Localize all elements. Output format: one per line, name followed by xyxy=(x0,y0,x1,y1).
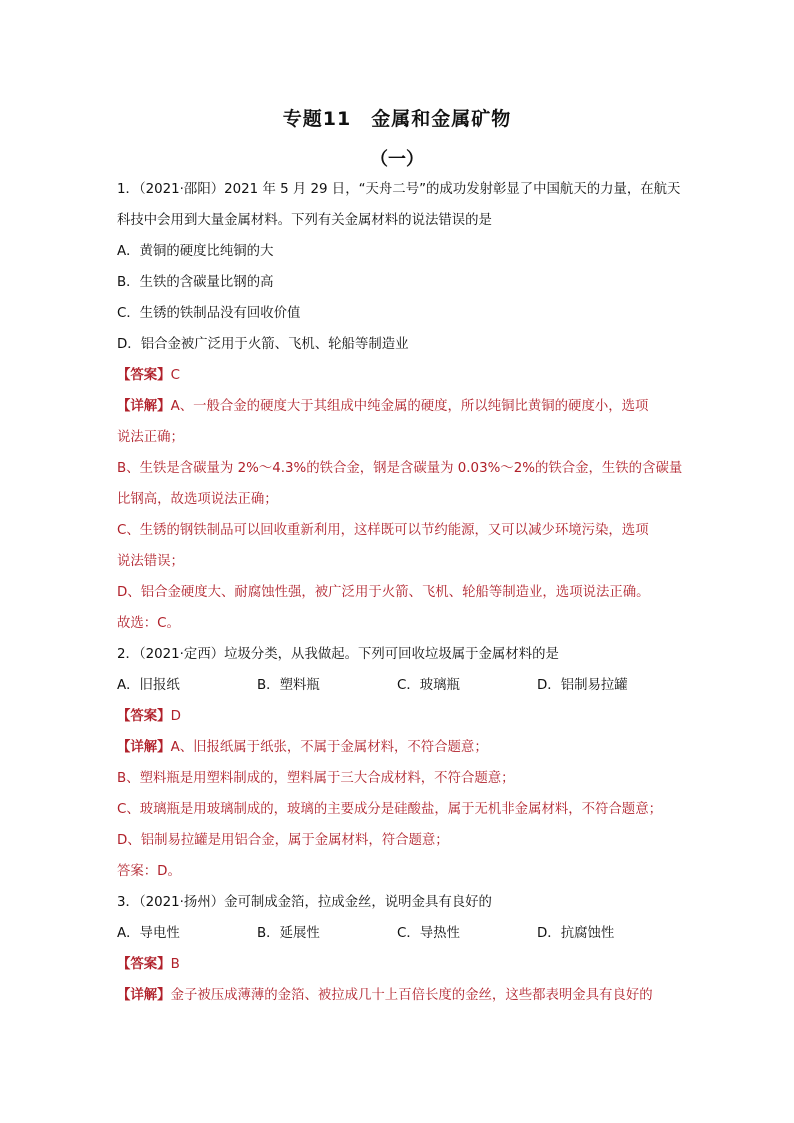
question-3-detail-a xyxy=(117,986,679,1006)
question-3-answer xyxy=(117,955,679,975)
detail-line: 说法正确； xyxy=(117,430,184,445)
question-3-stem: 3．（2021·扬州）金可制成金箔，拉成金丝，说明金具有良好的 xyxy=(117,895,492,910)
answer-tag: 【答案】 xyxy=(117,368,171,383)
answer-tag: 【答案】 xyxy=(117,957,171,972)
question-1-detail-d: D、铝合金硬度大、耐腐蚀性强，被广泛用于火箭、飞机、轮船等制造业，选项说法正确。 xyxy=(117,585,650,600)
detail-line: C、生锈的钢铁制品可以回收重新利用，这样既可以节约能源，又可以减少环境污染，选项 xyxy=(117,523,649,538)
question-1-option-a: A．黄铜的硬度比纯铜的大 xyxy=(117,244,274,259)
detail-line xyxy=(117,397,679,417)
question-1-detail-c xyxy=(117,521,679,572)
question-1-answer xyxy=(117,366,679,386)
question-3-option-d: D．抗腐蚀性 xyxy=(537,926,615,941)
question-2-options xyxy=(117,676,679,696)
question-2-detail-d: D、铝制易拉罐是用铝合金，属于金属材料，符合题意； xyxy=(117,833,449,848)
question-1-detail-a xyxy=(117,397,679,448)
question-1-option-c: C．生锈的铁制品没有回收价值 xyxy=(117,306,301,321)
question-list xyxy=(117,180,683,1017)
question-1-stem xyxy=(117,180,679,231)
question-1-detail-b xyxy=(117,459,683,510)
detail-text: 金子被压成薄薄的金箔、被拉成几十上百倍长度的金丝，这些都表明金具有良好的 xyxy=(170,988,653,1003)
answer-value: D xyxy=(170,709,181,724)
detail-tag: 【详解】 xyxy=(117,399,171,414)
answer-tag: 【答案】 xyxy=(117,709,171,724)
question-2-answer xyxy=(117,707,679,727)
section-subtitle: （一） xyxy=(370,149,424,170)
answer-value: C xyxy=(170,368,180,383)
detail-text: A、一般合金的硬度大于其组成中纯金属的硬度，所以纯铜比黄铜的硬度小，选项 xyxy=(170,399,649,414)
answer-value: B xyxy=(170,957,180,972)
detail-tag: 【详解】 xyxy=(117,988,171,1003)
question-2-option-b: B．塑料瓶 xyxy=(257,678,320,693)
question-2-stem: 2．（2021·定西）垃圾分类，从我做起。下列可回收垃圾属于金属材料的是 xyxy=(117,647,559,662)
question-2-detail-a xyxy=(117,738,679,758)
question-1-option-b: B．生铁的含碳量比钢的高 xyxy=(117,275,274,290)
question-3-options xyxy=(117,924,679,944)
question-1-stem-line-1: 1．（2021·邵阳）2021 年 5 月 29 日，“天舟二号”的成功发射彰显了中国航天的力量，在航天 xyxy=(117,182,681,197)
detail-line: 说法错误； xyxy=(117,554,184,569)
detail-text: A、旧报纸属于纸张，不属于金属材料，不符合题意； xyxy=(170,740,488,755)
detail-line: B、生铁是含碳量为 2%～4.3%的铁合金，钢是含碳量为 0.03%～2%的铁合金，生铁的含碳量 xyxy=(117,461,683,476)
question-3-option-c: C．导热性 xyxy=(397,926,460,941)
question-3-option-b: B．延展性 xyxy=(257,926,320,941)
question-2-option-d: D．铝制易拉罐 xyxy=(537,678,628,693)
question-2-option-a: A．旧报纸 xyxy=(117,678,180,693)
detail-line: 比钢高，故选项说法正确； xyxy=(117,492,278,507)
question-1-option-d: D．铝合金被广泛用于火箭、飞机、轮船等制造业 xyxy=(117,337,409,352)
question-1-stem-line-2: 科技中会用到大量金属材料。下列有关金属材料的说法错误的是 xyxy=(117,213,492,228)
detail-tag: 【详解】 xyxy=(117,740,171,755)
question-3-option-a: A．导电性 xyxy=(117,926,180,941)
question-2-conclusion: 答案：D。 xyxy=(117,864,181,879)
question-2-option-c: C．玻璃瓶 xyxy=(397,678,460,693)
question-2-detail-b: B、塑料瓶是用塑料制成的，塑料属于三大合成材料，不符合题意； xyxy=(117,771,515,786)
question-1-conclusion: 故选：C。 xyxy=(117,616,180,631)
page-title: 专题11 金属和金属矿物 xyxy=(282,108,512,130)
question-2-detail-c: C、玻璃瓶是用玻璃制成的，玻璃的主要成分是硅酸盐，属于无机非金属材料，不符合题意； xyxy=(117,802,662,817)
